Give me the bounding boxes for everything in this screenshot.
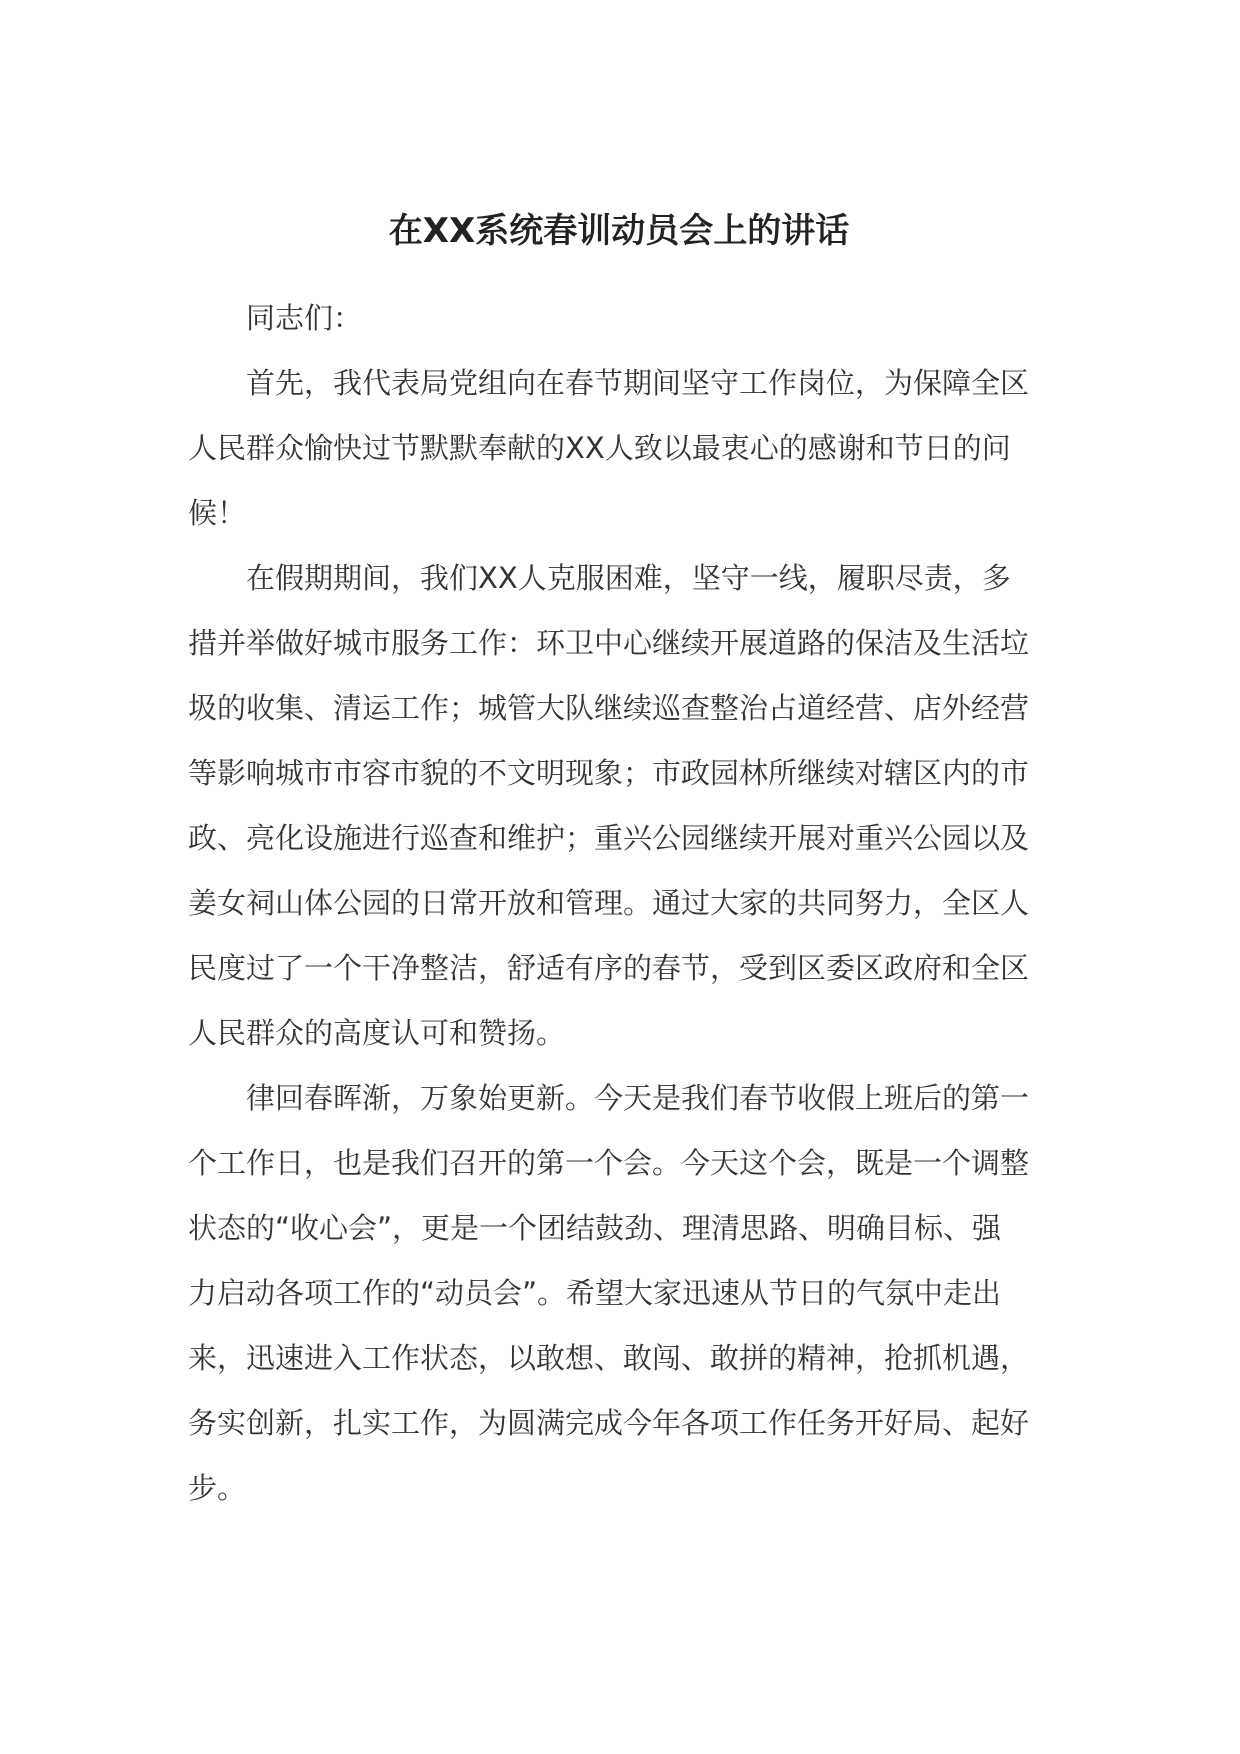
document-title: 在XX系统春训动员会上的讲话 — [388, 211, 850, 251]
paragraph-2 — [188, 546, 1050, 1066]
paragraph-line: 等影响城市市容市貌的不文明现象；市政园林所继续对辖区内的市 — [188, 756, 1030, 790]
paragraph-3 — [188, 1066, 1050, 1521]
greeting: 同志们： — [246, 301, 363, 335]
paragraph-line: 首先，我代表局党组向在春节期间坚守工作岗位，为保障全区 — [246, 366, 1030, 400]
paragraph-line: 个工作日，也是我们召开的第一个会。今天这个会，既是一个调整 — [188, 1146, 1030, 1180]
paragraph-line: 来，迅速进入工作状态，以敢想、敢闯、敢拼的精神，抢抓机遇， — [188, 1341, 1030, 1375]
paragraph-line: 力启动各项工作的“动员会”。希望大家迅速从节日的气氛中走出 — [188, 1276, 1002, 1310]
paragraph-line: 步。 — [188, 1471, 247, 1505]
paragraph-1 — [188, 351, 1050, 546]
document-page — [188, 198, 1050, 1521]
paragraph-line: 民度过了一个干净整洁，舒适有序的春节，受到区委区政府和全区 — [188, 951, 1030, 985]
paragraph-line: 姜女祠山体公园的日常开放和管理。通过大家的共同努力，全区人 — [188, 886, 1030, 920]
paragraph-line: 圾的收集、清运工作；城管大队继续巡查整治占道经营、店外经营 — [188, 691, 1030, 725]
paragraph-line: 律回春晖渐，万象始更新。今天是我们春节收假上班后的第一 — [246, 1081, 1030, 1115]
paragraph-line: 人民群众愉快过节默默奉献的XX人致以最衷心的感谢和节日的问 — [188, 431, 1011, 465]
paragraph-line: 政、亮化设施进行巡查和维护；重兴公园继续开展对重兴公园以及 — [188, 821, 1030, 855]
paragraph-line: 在假期期间，我们XX人克服困难，坚守一线，履职尽责，多 — [246, 561, 1011, 595]
paragraph-line: 候！ — [188, 496, 247, 530]
paragraph-line: 人民群众的高度认可和赞扬。 — [188, 1016, 566, 1050]
paragraph-line: 务实创新，扎实工作，为圆满完成今年各项工作任务开好局、起好 — [188, 1406, 1030, 1440]
paragraph-line: 状态的“收心会”，更是一个团结鼓劲、理清思路、明确目标、强 — [188, 1211, 1002, 1245]
paragraph-line: 措并举做好城市服务工作：环卫中心继续开展道路的保洁及生活垃 — [188, 626, 1030, 660]
